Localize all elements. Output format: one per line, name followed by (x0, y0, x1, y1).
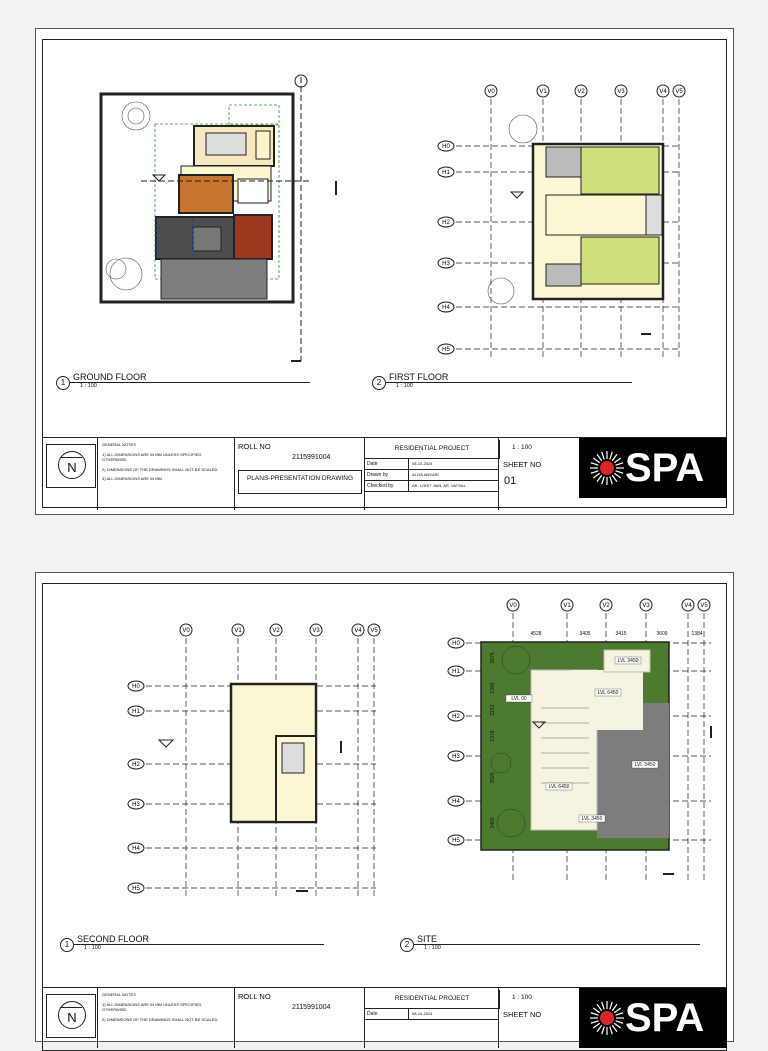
grid-label: H1 (132, 709, 140, 715)
level-label: LVL 3450 (634, 762, 656, 768)
level-label: LVL 6450 (548, 784, 570, 790)
tree-icon (488, 115, 537, 304)
checked-row: Checked by AR. LOHIT JAIN, AR. VATSAL (364, 481, 498, 492)
grid-label: H1 (442, 170, 450, 176)
view-scale: 1 : 100 (80, 383, 97, 389)
drawing-sheet-1 (35, 28, 734, 515)
scale-value: 1 : 100 (512, 994, 532, 1001)
view-name: SECOND FLOOR (77, 934, 150, 944)
roll-no-label: ROLL NO (238, 992, 271, 1001)
grid-label: V2 (602, 603, 610, 609)
grid-label: H1 (452, 669, 460, 675)
grid-label: H4 (442, 305, 450, 311)
north-icon: N (58, 451, 86, 479)
grid-label: V0 (487, 89, 495, 95)
view-scale: 1 : 100 (424, 945, 441, 951)
dimension-label: 3460 (490, 817, 496, 829)
grid-label: H3 (132, 802, 140, 808)
first-floor-plan (391, 69, 691, 369)
view-name: SITE (417, 934, 438, 944)
view-number: 2 (372, 376, 386, 390)
title-block (42, 987, 727, 1048)
level-label: LVL 3450 (617, 658, 639, 664)
grid-label: H5 (442, 347, 450, 353)
date-row: Date 08-10-2024 (364, 459, 498, 470)
general-notes: GENERAL NOTES 1) ALL DIMENSIONS ARE IN MM UNLESS SPECIFIED OTHERWISE. 2) DIMENSIONS OF THE DRAWINGS SHALL NOT BE SCALED. (102, 992, 219, 1022)
dimension-label: 1345 (490, 682, 496, 694)
sheet-no-label: SHEET NO (503, 460, 542, 469)
dimension-label: 2212 (490, 704, 496, 716)
scale-value: 1 : 100 (512, 444, 532, 451)
sun-burst-icon (589, 450, 625, 486)
roll-no-label: ROLL NO (238, 442, 271, 451)
view-number: 2 (400, 938, 414, 952)
dimension-label: 1378 (490, 730, 496, 742)
view-number: 1 (56, 376, 70, 390)
view-title-line (74, 944, 324, 945)
spa-logo: SPA (579, 988, 727, 1048)
view-title-line (70, 382, 310, 383)
grid-label: H4 (452, 799, 460, 805)
dimension-label: 3609 (656, 631, 668, 637)
view-title-line (386, 382, 632, 383)
north-icon: N (58, 1001, 86, 1029)
grid-label: V5 (700, 603, 708, 609)
grid-label: V2 (272, 628, 280, 634)
grid-label: H0 (442, 144, 450, 150)
second-floor-plan (86, 608, 386, 898)
dimension-label: 2975 (490, 652, 496, 664)
view-name: FIRST FLOOR (389, 372, 449, 382)
dimension-label: 1384 (691, 631, 703, 637)
grid-label: V4 (354, 628, 362, 634)
grid-label: V4 (684, 603, 692, 609)
grid-label: V3 (617, 89, 625, 95)
grid-label: V1 (539, 89, 547, 95)
view-scale: 1 : 100 (84, 945, 101, 951)
grid-label: V1 (563, 603, 571, 609)
date-row: Date 08-10-2024 (364, 1009, 498, 1020)
view-title-line (414, 944, 700, 945)
level-label: LVL 3450 (581, 816, 603, 822)
grid-label: H3 (442, 261, 450, 267)
grid-label: V0 (182, 628, 190, 634)
grid-label: V3 (642, 603, 650, 609)
level-label: LVL 6450 (597, 690, 619, 696)
dimension-label: 3525 (490, 772, 496, 784)
grid-label: V3 (312, 628, 320, 634)
grid-label: V4 (659, 89, 667, 95)
dimension-label: 4528 (530, 631, 542, 637)
roll-no-value: 2115991004 (292, 1004, 331, 1011)
view-number: 1 (60, 938, 74, 952)
grid-label: V0 (509, 603, 517, 609)
level-label: LVL 00 (511, 696, 527, 702)
grid-label: H3 (452, 754, 460, 760)
grid-label: H0 (452, 641, 460, 647)
grid-label: H2 (132, 762, 140, 768)
title-block (42, 437, 727, 510)
dimension-label: 3405 (579, 631, 591, 637)
grid-label: H2 (442, 220, 450, 226)
grid-label: H0 (132, 684, 140, 690)
north-arrow (46, 994, 96, 1038)
grid-label: H5 (452, 838, 460, 844)
view-name: GROUND FLOOR (73, 372, 147, 382)
roll-no-value: 2115991004 (292, 454, 331, 461)
grid-label: V1 (234, 628, 242, 634)
dimension-label: 3415 (615, 631, 627, 637)
sheet-no-label: SHEET NO (503, 1010, 542, 1019)
sun-burst-icon (589, 1000, 625, 1036)
grid-label: H2 (452, 714, 460, 720)
general-notes: GENERAL NOTES 1) ALL DIMENSIONS ARE IN MM UNLESS SPECIFIED OTHERWISE. 2) DIMENSIONS OF THE DRAWINGS SHALL NOT BE SCALED. 3) ALL DIMENSIONS ARE IN MM (102, 442, 219, 481)
north-arrow (46, 444, 96, 488)
view-scale: 1 : 100 (396, 383, 413, 389)
sheet-no-value: 01 (504, 475, 517, 487)
grid-label: H5 (132, 886, 140, 892)
spa-logo: SPA (579, 438, 727, 498)
grid-label: V5 (370, 628, 378, 634)
site-plan (421, 598, 721, 893)
project-name: RESIDENTIAL PROJECT (364, 440, 500, 459)
drawn-row: Drawn by ALIYA ANSARI (364, 470, 498, 481)
project-name: RESIDENTIAL PROJECT (364, 990, 500, 1009)
grid-label: V2 (577, 89, 585, 95)
grid-label: H4 (132, 846, 140, 852)
grid-label: V5 (675, 89, 683, 95)
drawing-sheet-2 (35, 572, 734, 1042)
ground-floor-plan (91, 69, 361, 364)
drawing-title: PLANS-PRESENTATION DRAWING (238, 470, 362, 494)
